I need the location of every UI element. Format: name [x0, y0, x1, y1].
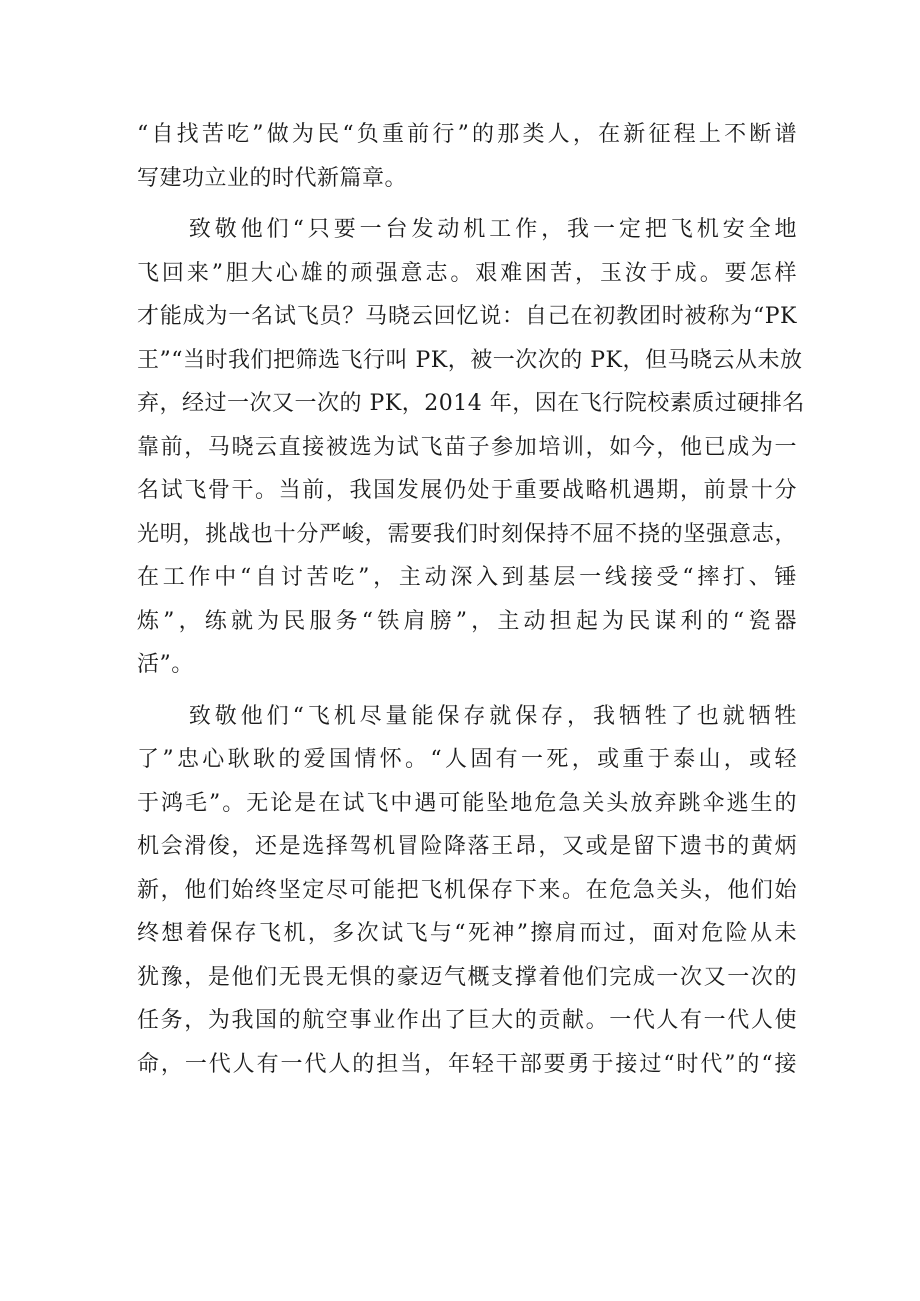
text-line: 光明，挑战也十分严峻，需要我们时刻保持不屈不挠的坚强意志，: [137, 521, 797, 547]
text-line: 致敬他们“只要一台发动机工作，我一定把飞机安全地: [137, 217, 797, 242]
text-line: 靠前，马晓云直接被选为试飞苗子参加培训，如今，他已成为一: [137, 434, 797, 460]
text-line: 命，一代人有一代人的担当，年轻干部要勇于接过“时代”的“接: [137, 1051, 797, 1077]
paragraph-2: [137, 208, 805, 687]
text-line: 弃，经过一次又一次的 PK，2014 年，因在飞行院校素质过硬排名: [137, 391, 805, 416]
text-line: “自找苦吃”做为民“负重前行”的那类人，在新征程上不断谱: [137, 122, 797, 147]
text-line: 飞回来”胆大心雄的顽强意志。艰难困苦，玉汝于成。要怎样: [137, 260, 797, 286]
text-line: 任务，为我国的航空事业作出了巨大的贡献。一代人有一代人使: [137, 1008, 797, 1033]
paragraph-1: [137, 113, 797, 200]
text-line: 在工作中“自讨苦吃”，主动深入到基层一线接受“摔打、锤: [137, 565, 797, 590]
text-line: 新，他们始终坚定尽可能把飞机保存下来。在危急关头，他们始: [137, 877, 797, 903]
text-line: 致敬他们“飞机尽量能保存就保存，我牺牲了也就牺牲: [137, 703, 797, 729]
text-line: 机会滑俊，还是选择驾机冒险降落王昂，又或是留下遗书的黄炳: [137, 834, 797, 859]
text-line: 炼”，练就为民服务“铁肩膀”，主动担起为民谋利的“瓷器: [137, 608, 797, 634]
text-line: 于鸿毛”。无论是在试飞中遇可能坠地危急关头放弃跳伞逃生的: [137, 790, 797, 816]
text-line: 活”。: [137, 652, 194, 677]
text-line: 写建功立业的时代新篇章。: [137, 165, 408, 191]
text-line: 犹豫，是他们无畏无惧的豪迈气概支撑着他们完成一次又一次的: [137, 964, 797, 990]
text-line: 了”忠心耿耿的爱国情怀。“人固有一死，或重于泰山，或轻: [137, 747, 797, 772]
paragraph-3: [137, 695, 797, 1087]
body-text: [137, 113, 805, 1086]
text-line: 终想着保存飞机，多次试飞与“死神”擦肩而过，面对危险从未: [137, 921, 797, 946]
text-line: 王”“当时我们把筛选飞行叫 PK，被一次次的 PK，但马晓云从未放: [137, 347, 803, 373]
text-line: 才能成为一名试飞员？马晓云回忆说：自己在初教团时被称为“PK: [137, 304, 797, 329]
text-line: 名试飞骨干。当前，我国发展仍处于重要战略机遇期，前景十分: [137, 478, 797, 503]
